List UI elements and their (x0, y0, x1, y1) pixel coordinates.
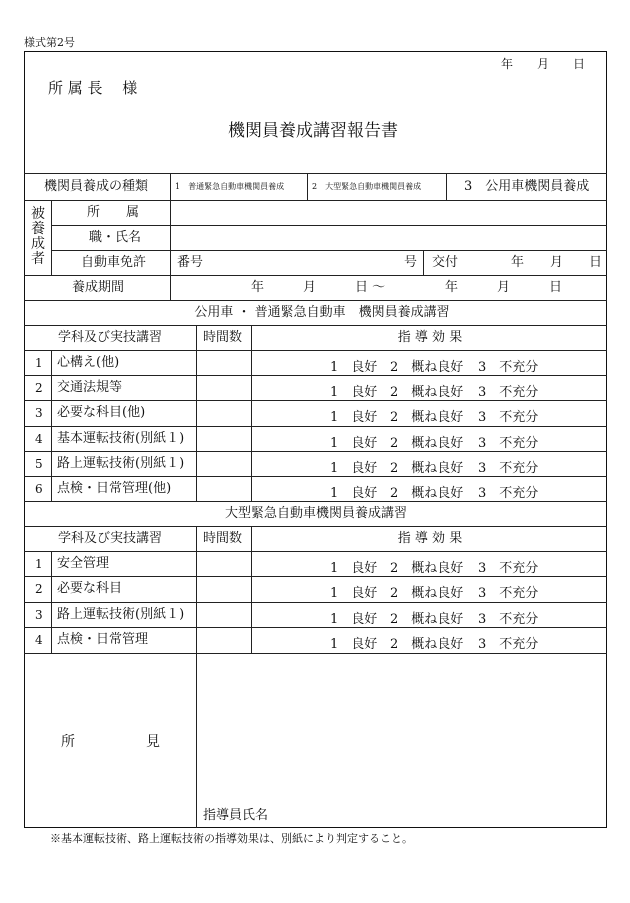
section1-col-subject: 学科及び実技講習 (58, 330, 163, 345)
effect-fair[interactable]: 2 概ね良好 (390, 612, 464, 627)
effect-good[interactable]: 1 良好 (330, 612, 378, 627)
effect-fair[interactable]: 2 概ね良好 (390, 461, 464, 476)
addressee: 所 属 長 様 (48, 79, 138, 97)
kind-option-2[interactable]: 2 大型緊急自動車機関員養成 (312, 182, 422, 191)
opinion-label-right: 見 (146, 734, 160, 750)
s1-row-5-subject: 路上運転技術(別紙１) (57, 456, 185, 471)
trainee-side-label-3: 成 (31, 236, 45, 252)
section1-col-effect: 指 導 効 果 (397, 330, 463, 345)
footnote: ※基本運転技術、路上運転技術の指導効果は、別紙により判定すること。 (50, 832, 413, 845)
license-issue-date[interactable]: 年 月 日 (511, 255, 603, 270)
effect-good[interactable]: 1 良好 (330, 561, 378, 576)
effect-poor[interactable]: 3 不充分 (478, 612, 539, 627)
effect-poor[interactable]: 3 不充分 (478, 436, 539, 451)
effect-poor[interactable]: 3 不充分 (478, 486, 539, 501)
kind-option-1[interactable]: 1 普通緊急自動車機関員養成 (175, 182, 285, 191)
license-number-suffix: 号 (404, 255, 418, 270)
effect-good[interactable]: 1 良好 (330, 360, 378, 375)
effect-good[interactable]: 1 良好 (330, 637, 378, 652)
effect-poor[interactable]: 3 不充分 (478, 561, 539, 576)
instructor-name-label: 指導員氏名 (203, 808, 269, 823)
kind-label: 機関員養成の種類 (44, 179, 149, 194)
form-number: 様式第2号 (24, 36, 75, 49)
s1-row-3-no: 3 (35, 406, 43, 420)
effect-fair[interactable]: 2 概ね良好 (390, 385, 464, 400)
trainee-side-label-4: 者 (31, 251, 45, 267)
effect-fair[interactable]: 2 概ね良好 (390, 410, 464, 425)
effect-good[interactable]: 1 良好 (330, 586, 378, 601)
s2-row-3-subject: 路上運転技術(別紙１) (57, 607, 185, 622)
s2-row-4-subject: 点検・日常管理 (57, 632, 149, 647)
effect-poor[interactable]: 3 不充分 (478, 637, 539, 652)
trainee-side-label-2: 養 (31, 221, 45, 237)
s2-row-1-subject: 安全管理 (57, 556, 110, 571)
date-field[interactable]: 年 月 日 (501, 57, 586, 71)
section2-title: 大型緊急自動車機関員養成講習 (224, 506, 408, 521)
s2-row-1-no: 1 (35, 557, 43, 571)
license-issue-label: 交付 (432, 255, 459, 270)
effect-good[interactable]: 1 良好 (330, 461, 378, 476)
trainee-side-label-1: 被 (31, 206, 45, 222)
page-title: 機関員養成講習報告書 (228, 121, 398, 141)
effect-good[interactable]: 1 良好 (330, 486, 378, 501)
section2-col-hours: 時間数 (203, 531, 243, 546)
section1-col-hours: 時間数 (203, 330, 243, 345)
opinion-text-area[interactable] (197, 654, 606, 804)
period-to[interactable]: 年 月 日 (445, 280, 563, 295)
opinion-label-left: 所 (61, 734, 75, 750)
s2-row-2-no: 2 (35, 582, 43, 596)
effect-good[interactable]: 1 良好 (330, 436, 378, 451)
effect-good[interactable]: 1 良好 (330, 385, 378, 400)
s1-row-4-subject: 基本運転技術(別紙１) (57, 431, 185, 446)
period-from[interactable]: 年 月 日 〜 (251, 280, 386, 295)
s1-row-6-subject: 点検・日常管理(他) (57, 481, 172, 496)
s1-row-6-no: 6 (35, 482, 43, 496)
effect-good[interactable]: 1 良好 (330, 410, 378, 425)
name-label: 職・氏名 (89, 230, 142, 245)
s2-row-2-subject: 必要な科目 (57, 581, 123, 596)
s1-row-2-no: 2 (35, 381, 43, 395)
license-number-label: 番号 (177, 255, 204, 270)
s2-row-4-no: 4 (35, 633, 43, 647)
s1-row-3-subject: 必要な科目(他) (57, 405, 146, 420)
effect-fair[interactable]: 2 概ね良好 (390, 360, 464, 375)
affiliation-label: 所 属 (87, 205, 140, 220)
s1-row-5-no: 5 (35, 457, 43, 471)
s1-row-2-subject: 交通法規等 (57, 380, 123, 395)
effect-poor[interactable]: 3 不充分 (478, 360, 539, 375)
effect-poor[interactable]: 3 不充分 (478, 586, 539, 601)
effect-fair[interactable]: 2 概ね良好 (390, 637, 464, 652)
section2-col-subject: 学科及び実技講習 (58, 531, 163, 546)
section2-col-effect: 指 導 効 果 (397, 531, 463, 546)
effect-poor[interactable]: 3 不充分 (478, 385, 539, 400)
license-label: 自動車免許 (81, 255, 147, 270)
kind-option-3[interactable]: 3 公用車機関員養成 (464, 179, 590, 194)
effect-fair[interactable]: 2 概ね良好 (390, 561, 464, 576)
effect-fair[interactable]: 2 概ね良好 (390, 436, 464, 451)
effect-fair[interactable]: 2 概ね良好 (390, 586, 464, 601)
effect-poor[interactable]: 3 不充分 (478, 410, 539, 425)
effect-fair[interactable]: 2 概ね良好 (390, 486, 464, 501)
s1-row-1-subject: 心構え(他) (57, 355, 120, 370)
period-label: 養成期間 (72, 280, 125, 295)
s1-row-4-no: 4 (35, 432, 43, 446)
s1-row-1-no: 1 (35, 356, 43, 370)
effect-poor[interactable]: 3 不充分 (478, 461, 539, 476)
section1-title: 公用車 ・ 普通緊急自動車 機関員養成講習 (194, 305, 450, 320)
s2-row-3-no: 3 (35, 608, 43, 622)
